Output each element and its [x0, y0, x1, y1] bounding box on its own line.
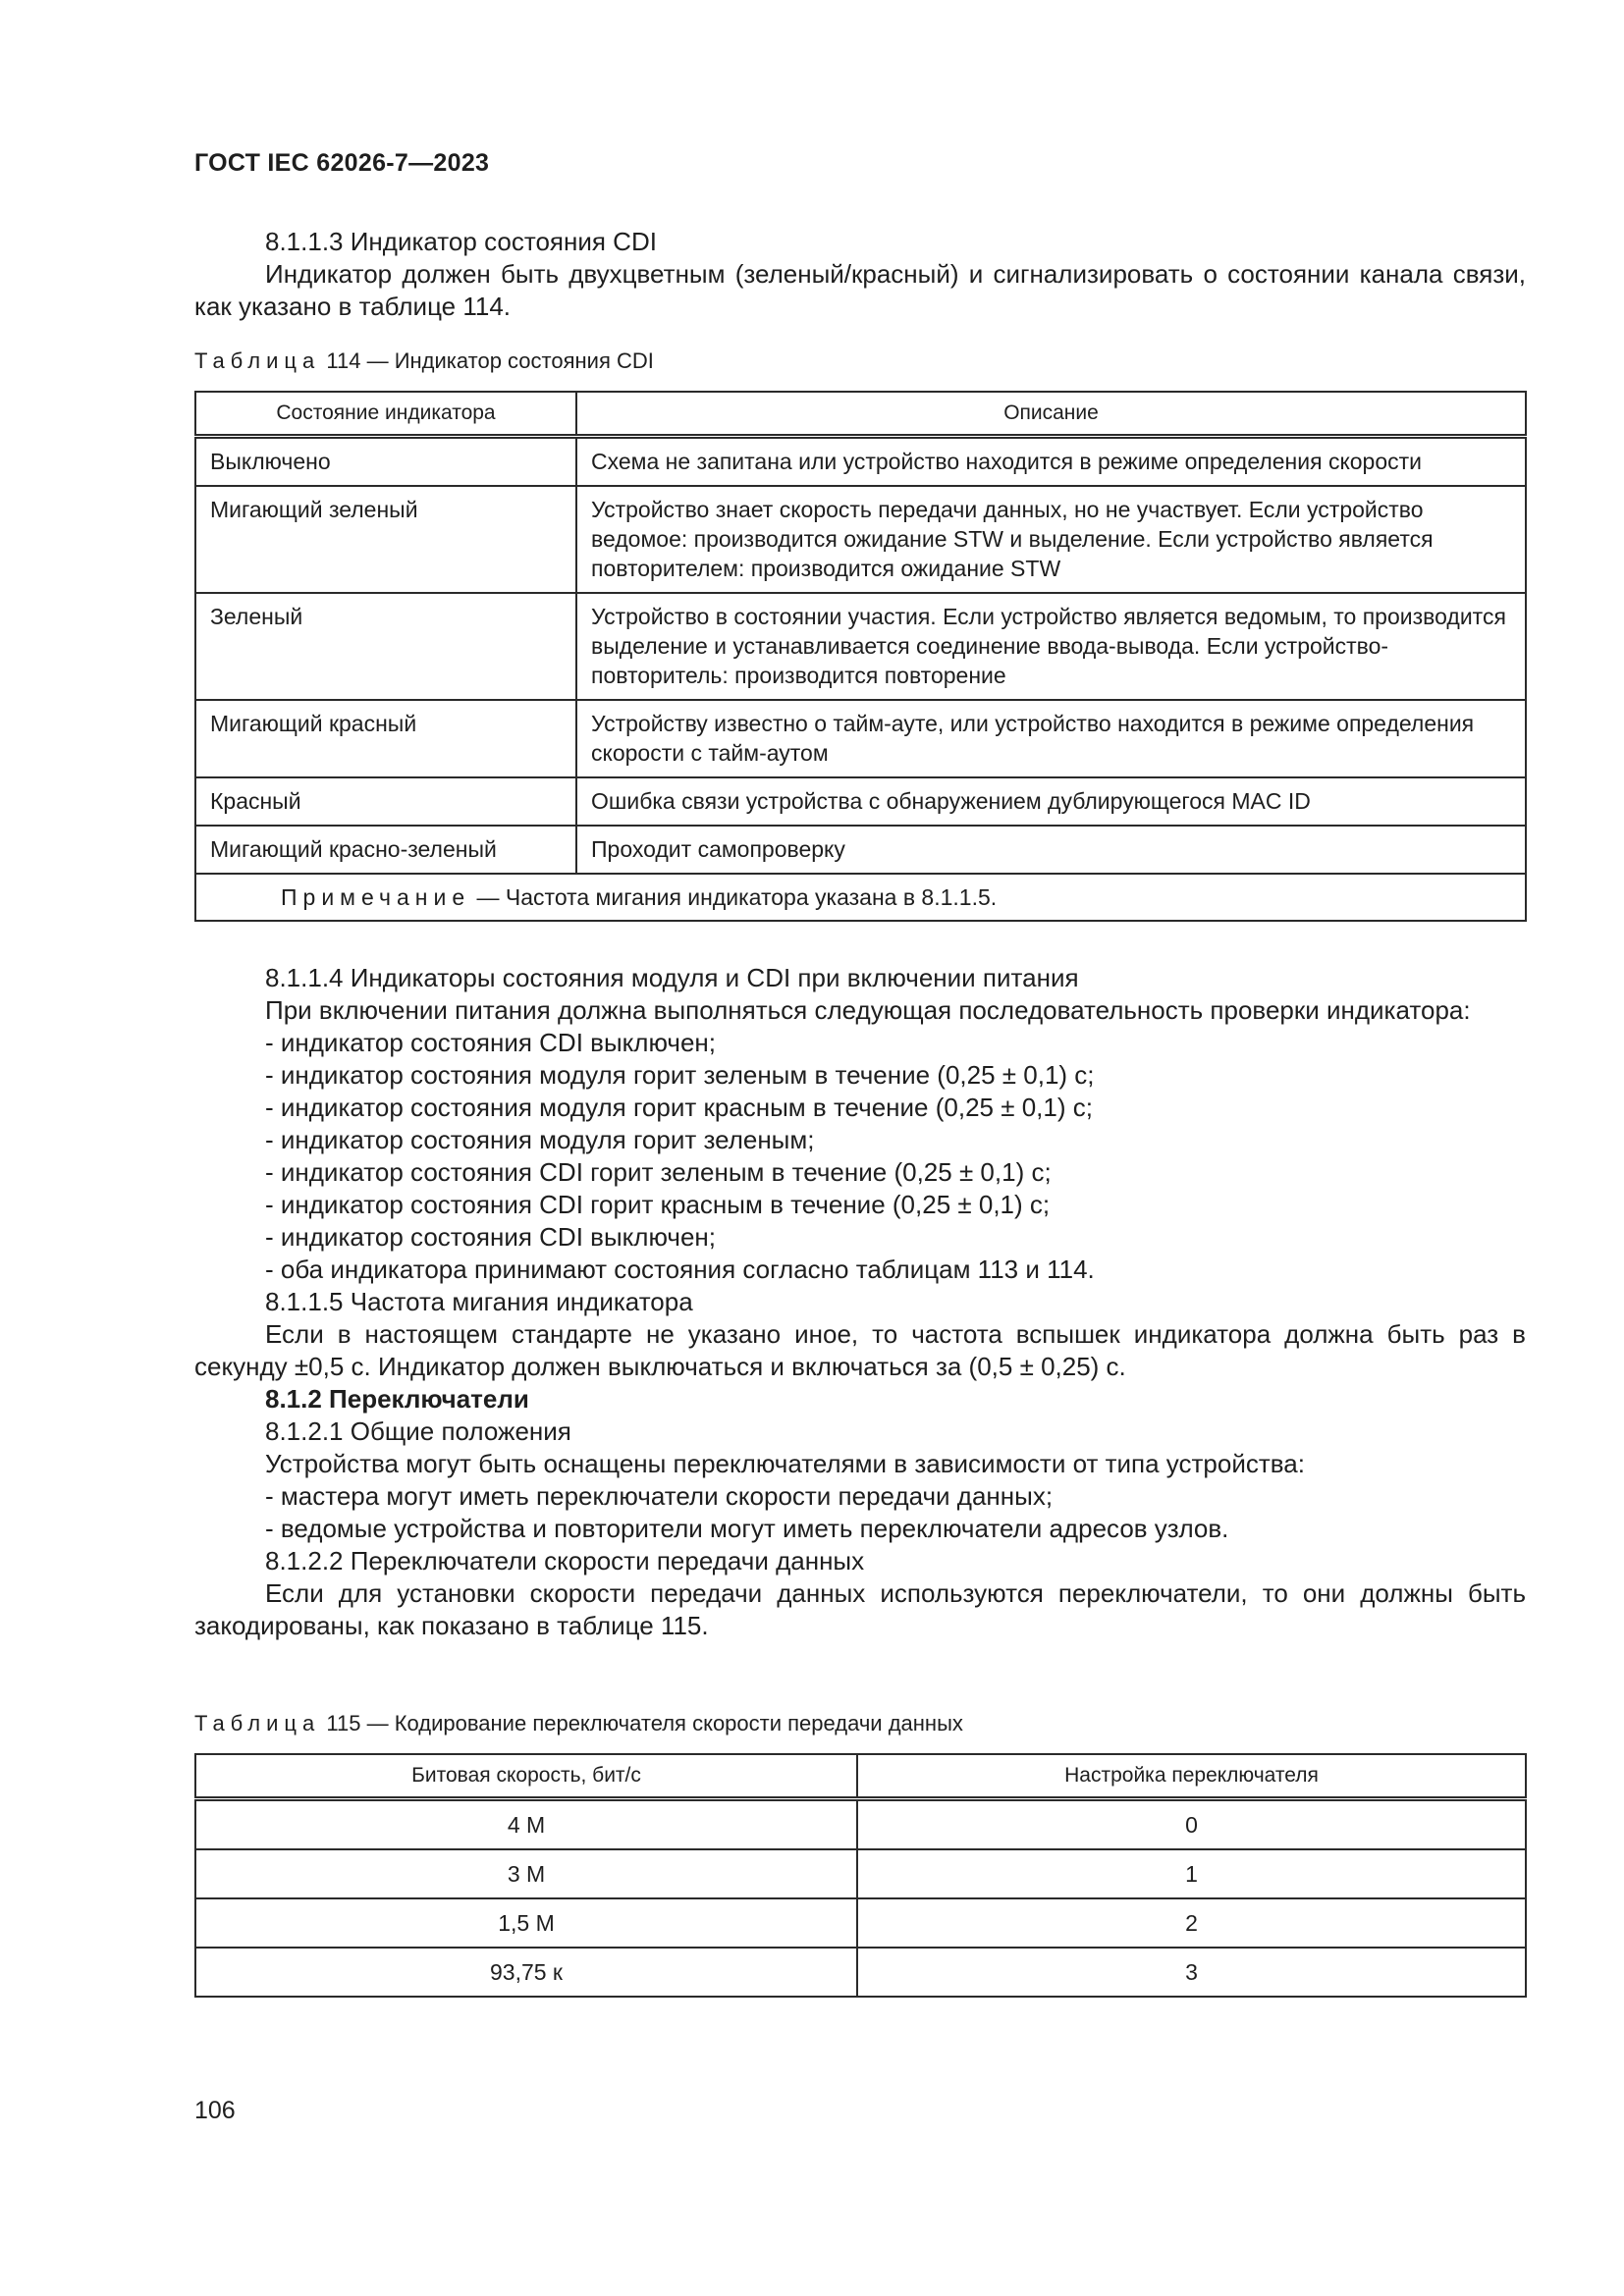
setting-cell: 1	[857, 1849, 1526, 1898]
list-item: - индикатор состояния CDI выключен;	[265, 1028, 716, 1057]
state-cell: Выключено	[195, 437, 576, 487]
page-number: 106	[194, 2097, 236, 2124]
switches-list	[194, 1480, 1526, 1545]
paragraph: Устройства могут быть оснащены переключателями в зависимости от типа устройства:	[265, 1449, 1305, 1478]
description-cell: Проходит самопроверку	[576, 826, 1526, 874]
description-cell: Схема не запитана или устройство находится в режиме определения скорости	[576, 437, 1526, 487]
table-header-row	[195, 1754, 1526, 1799]
list-item: - индикатор состояния CDI горит красным в течение (0,25 ± 0,1) с;	[265, 1190, 1051, 1219]
table-row	[195, 486, 1526, 593]
list-item: - оба индикатора принимают состояния согласно таблицам 113 и 114.	[265, 1255, 1095, 1284]
paragraph: Если в настоящем стандарте не указано иное, то частота вспышек индикатора должна быть раз в секунду ±0,5 с. Индикатор должен выключаться и включаться за (0,5 ± 0,25) с.	[194, 1319, 1526, 1381]
section-8-1-1-3	[194, 226, 1526, 323]
table-row	[195, 700, 1526, 777]
list-item: - индикатор состояния модуля горит красным в течение (0,25 ± 0,1) с;	[265, 1093, 1093, 1122]
column-header: Состояние индикатора	[195, 392, 576, 437]
section-heading: 8.1.1.3 Индикатор состояния CDI	[265, 227, 657, 256]
section-heading: 8.1.1.5 Частота мигания индикатора	[265, 1287, 693, 1316]
state-cell: Мигающий зеленый	[195, 486, 576, 593]
table-note	[195, 874, 1526, 921]
rate-cell: 3 М	[195, 1849, 857, 1898]
list-item: - ведомые устройства и повторители могут иметь переключатели адресов узлов.	[265, 1514, 1229, 1543]
table-header-row	[195, 392, 1526, 437]
list-item: - индикатор состояния CDI горит зеленым в течение (0,25 ± 0,1) с;	[265, 1157, 1052, 1187]
section-heading: 8.1.2.1 Общие положения	[265, 1416, 571, 1446]
table-row	[195, 826, 1526, 874]
description-cell: Устройству известно о тайм-ауте, или устройство находится в режиме определения скорости с тайм-аутом	[576, 700, 1526, 777]
description-cell: Ошибка связи устройства с обнаружением дублирующегося MAC ID	[576, 777, 1526, 826]
table-caption-text: 114 — Индикатор состояния CDI	[326, 348, 654, 373]
table-row	[195, 437, 1526, 487]
list-item: - индикатор состояния модуля горит зеленым в течение (0,25 ± 0,1) с;	[265, 1060, 1095, 1090]
table-caption-label: Таблица	[194, 348, 321, 373]
column-header: Описание	[576, 392, 1526, 437]
setting-cell: 2	[857, 1898, 1526, 1948]
state-cell: Мигающий красно-зеленый	[195, 826, 576, 874]
rate-cell: 93,75 к	[195, 1948, 857, 1997]
list-item: - мастера могут иметь переключатели скорости передачи данных;	[265, 1481, 1054, 1511]
note-text: — Частота мигания индикатора указана в 8.1.1.5.	[476, 884, 998, 910]
note-label: Примечание	[281, 884, 471, 910]
rate-cell: 1,5 М	[195, 1898, 857, 1948]
table-row	[195, 777, 1526, 826]
table-caption-text: 115 — Кодирование переключателя скорости передачи данных	[326, 1711, 963, 1735]
setting-cell: 0	[857, 1799, 1526, 1850]
table-row	[195, 1799, 1526, 1850]
paragraph: При включении питания должна выполняться следующая последовательность проверки индикатора:	[265, 995, 1471, 1025]
table-114	[194, 391, 1527, 922]
table-row	[195, 593, 1526, 700]
column-header: Битовая скорость, бит/с	[195, 1754, 857, 1799]
document-header: ГОСТ IEC 62026-7—2023	[194, 149, 490, 177]
description-cell: Устройство знает скорость передачи данных, но не участвует. Если устройство ведомое: производится ожидание STW и выделение. Если устройство является повторителем: производится ожидание STW	[576, 486, 1526, 593]
table-row	[195, 1948, 1526, 1997]
section-heading-bold: 8.1.2 Переключатели	[265, 1384, 529, 1414]
table-114-caption	[194, 348, 654, 374]
state-cell: Мигающий красный	[195, 700, 576, 777]
paragraph: Индикатор должен быть двухцветным (зеленый/красный) и сигнализировать о состоянии канала связи, как указано в таблице 114.	[194, 259, 1526, 321]
state-cell: Красный	[195, 777, 576, 826]
table-row	[195, 1849, 1526, 1898]
column-header: Настройка переключателя	[857, 1754, 1526, 1799]
setting-cell: 3	[857, 1948, 1526, 1997]
list-item: - индикатор состояния модуля горит зеленым;	[265, 1125, 815, 1154]
rate-cell: 4 М	[195, 1799, 857, 1850]
section-body	[194, 962, 1526, 1642]
description-cell: Устройство в состоянии участия. Если устройство является ведомым, то производится выделение и устанавливается соединение ввода-вывода. Если устройство-повторитель: производится повторение	[576, 593, 1526, 700]
power-on-sequence-list	[194, 1027, 1526, 1286]
state-cell: Зеленый	[195, 593, 576, 700]
paragraph: Если для установки скорости передачи данных используются переключатели, то они должны быть закодированы, как показано в таблице 115.	[194, 1578, 1526, 1640]
table-caption-label: Таблица	[194, 1711, 321, 1735]
table-115-caption	[194, 1711, 963, 1736]
table-note-row	[195, 874, 1526, 921]
section-heading: 8.1.1.4 Индикаторы состояния модуля и CDI при включении питания	[265, 963, 1079, 992]
list-item: - индикатор состояния CDI выключен;	[265, 1222, 716, 1252]
table-115	[194, 1753, 1527, 1998]
section-heading: 8.1.2.2 Переключатели скорости передачи данных	[265, 1546, 865, 1575]
table-row	[195, 1898, 1526, 1948]
